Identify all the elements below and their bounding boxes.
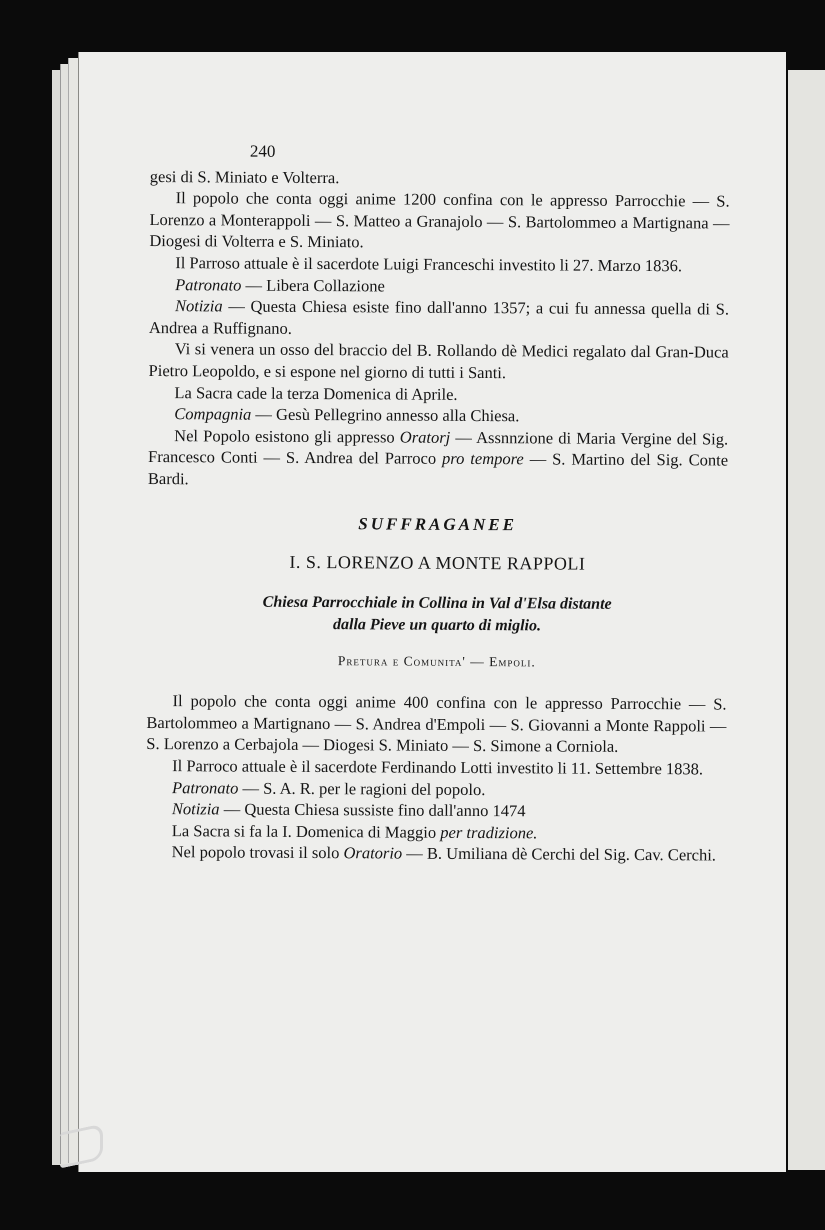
- italic-text: Oratorj: [399, 427, 451, 447]
- italic-text: Oratorio: [343, 843, 403, 863]
- label-italic: Compagnia: [174, 404, 252, 424]
- paragraph: [149, 295, 729, 342]
- page-number: 240: [249, 141, 276, 161]
- paragraph: Il popolo che conta oggi anime 1200 confina con le appresso Parrocchie — S. Lorenzo a Monterappoli — S. Matteo a Granajolo — S. Bartolommeo a Martignana — Diogesi di Volterra e S. Miniato.: [149, 188, 730, 252]
- label-italic: Notizia: [171, 799, 220, 819]
- paragraph: [148, 403, 728, 428]
- subtitle-line: Chiesa Parrocchiale in Collina in Val d'Elsa distante: [262, 593, 612, 613]
- paragraph: Vi si venera un osso del braccio del B. Rollando dè Medici regalato dal Gran-Duca Pietro Leopoldo, e si espone nel giorno di tutti i Santi.: [148, 339, 729, 383]
- facing-page-edge: [788, 70, 825, 1170]
- italic-text: per tradizione.: [440, 822, 538, 843]
- label-italic: Patronato: [171, 777, 239, 798]
- paragraph-text: — Gesù Pellegrino annesso alla Chiesa.: [251, 404, 520, 426]
- paragraph-text: Nel Popolo esistono gli appresso: [174, 425, 400, 447]
- paragraph-text: La Sacra si fa la I. Domenica di Maggio: [171, 820, 441, 842]
- paragraph-text: — Questa Chiesa esiste fino dall'anno 1357; a cui fu annessa quella di S. Andrea a Ruffignano.: [148, 296, 730, 338]
- label-italic: Notizia: [174, 296, 223, 316]
- paragraph: La Sacra cade la terza Domenica di Aprile.: [174, 382, 458, 404]
- church-title: I. S. LORENZO A MONTE RAPPOLI: [289, 551, 586, 574]
- paragraph-text: — B. Umiliana dè Cerchi del Sig. Cav. Cerchi.: [402, 843, 717, 865]
- paragraph: Il Parroco attuale è il sacerdote Ferdinando Lotti investito li 11. Settembre 1838.: [172, 756, 704, 779]
- paragraph-text: — Assnnzione di Maria Vergine del Sig. Francesco Conti — S. Andrea del Parroco: [148, 427, 729, 469]
- section-heading: SUFFRAGANEE: [358, 513, 518, 534]
- paragraph: [146, 841, 726, 866]
- page-text: [146, 140, 730, 867]
- label-italic: Patronato: [175, 274, 242, 295]
- paragraph-text: — Questa Chiesa sussiste fino dall'anno 1474: [219, 799, 526, 821]
- paragraph: Il Parroso attuale è il sacerdote Luigi Franceschi investito li 27. Marzo 1836.: [175, 253, 683, 276]
- paragraph: [148, 425, 728, 493]
- paragraph-text: — S. A. R. per le ragioni del popolo.: [238, 778, 486, 799]
- subtitle-line: dalla Pieve un quarto di miglio.: [332, 615, 542, 635]
- paragraph-text: — S. Martino del Sig. Conte Bardi.: [147, 449, 729, 489]
- church-subtitle: [147, 591, 727, 639]
- pretura-line: Pretura e Comunita' — Empoli.: [337, 652, 536, 670]
- paragraph-text: — Libera Collazione: [241, 275, 385, 295]
- paragraph: gesi di S. Miniato e Volterra.: [149, 166, 340, 187]
- paragraph: Il popolo che conta oggi anime 400 confina con le appresso Parrocchie — S. Bartolommeo a Martignano — S. Andrea d'Empoli — S. Giovanni a Monte Rappoli — S. Lorenzo a Cerbajola — Diogesi S. Miniato — S. Simone a Corniola.: [146, 691, 727, 757]
- italic-text: pro tempore: [442, 449, 524, 469]
- paragraph-text: Nel popolo trovasi il solo: [171, 842, 344, 863]
